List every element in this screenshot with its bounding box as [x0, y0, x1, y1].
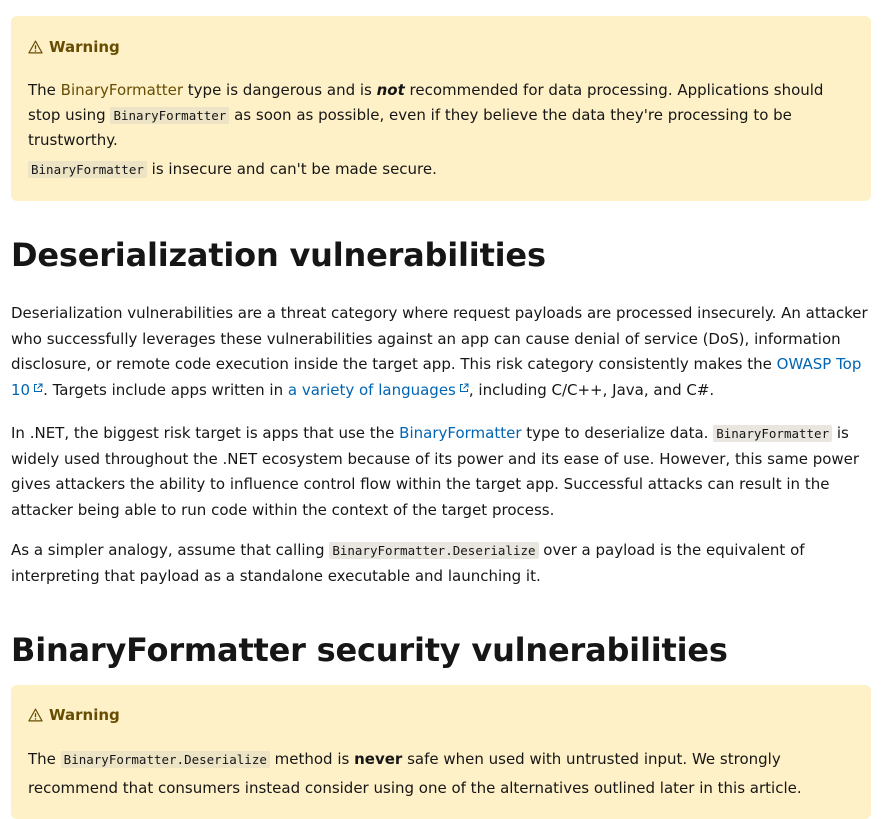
inline-code: BinaryFormatter — [28, 161, 147, 178]
section-heading-deserialization: Deserialization vulnerabilities — [11, 236, 546, 274]
link-text: a variety of languages — [287, 380, 456, 399]
warning-icon — [28, 708, 43, 722]
warning-icon — [28, 40, 43, 54]
text-span: is widely used throughout the .NET ecosystem because of its power and its ease of use. However, this same power gives attackers the ability to influence control flow within the target app. Successful attacks can result in the attacker being able to run code within the context of the target process. — [11, 424, 860, 519]
text-span: . Targets include apps written in — [43, 380, 288, 399]
variety-of-languages-link[interactable] — [288, 381, 469, 399]
link-text: OWASP Top 10 — [11, 355, 862, 399]
text-span: Deserialization vulnerabilities are a threat category where request payloads are processed insecurely. An attacker who successfully leverages these vulnerabilities against an app can cause denial of service (DoS), information disclosure, or remote code execution inside the target app. This risk category consistently makes the — [11, 304, 868, 373]
binaryformatter-term: BinaryFormatter — [60, 81, 184, 99]
warning-paragraph — [28, 78, 854, 153]
section-heading-binaryformatter-security: BinaryFormatter security vulnerabilities — [11, 631, 728, 669]
paragraph-deserialization-intro — [11, 301, 871, 403]
text-span: method is — [269, 750, 355, 768]
inline-code: BinaryFormatter — [110, 107, 229, 124]
text-span: The — [28, 750, 61, 768]
external-link-icon — [33, 383, 43, 393]
emphasis-never: never — [354, 750, 403, 768]
warning-alert — [11, 16, 871, 201]
inline-code: BinaryFormatter.Deserialize — [61, 751, 270, 768]
warning-paragraph — [28, 745, 854, 802]
warning-body — [28, 78, 854, 182]
warning-title-text: Warning — [49, 706, 120, 724]
paragraph-analogy — [11, 538, 871, 589]
text-span: type to deserialize data. — [521, 424, 714, 442]
binaryformatter-link[interactable]: BinaryFormatter — [399, 424, 522, 442]
paragraph-dotnet-risk — [11, 421, 871, 523]
text-span: , including C/C++, Java, and C#. — [468, 380, 715, 399]
text-span: recommended for data processing. Applications should stop using — [28, 81, 824, 124]
warning-paragraph — [28, 157, 854, 182]
text-span: As a simpler analogy, assume that calling — [11, 541, 330, 559]
external-link-icon — [459, 383, 469, 393]
text-span: In .NET, the biggest risk target is apps that use the — [11, 424, 400, 442]
text-span: over a payload is the equivalent of interpreting that payload as a standalone executable and launching it. — [11, 541, 805, 585]
inline-code: BinaryFormatter — [713, 425, 832, 442]
emphasis-not: not — [376, 81, 405, 99]
text-span: is insecure and can't be made secure. — [146, 160, 437, 178]
text-span: type is dangerous and is — [183, 81, 377, 99]
text-span: as soon as possible, even if they believe the data they're processing to be trustworthy. — [28, 106, 792, 149]
warning-title-text: Warning — [49, 38, 120, 56]
text-span: The — [28, 81, 61, 99]
warning-title — [28, 705, 854, 725]
warning-alert — [11, 685, 871, 819]
warning-body — [28, 745, 854, 802]
warning-title — [28, 37, 854, 57]
article-content — [11, 16, 871, 819]
text-span: safe when used with untrusted input. We strongly recommend that consumers instead consider using one of the alternatives outlined later in this article. — [28, 750, 802, 797]
inline-code: BinaryFormatter.Deserialize — [329, 542, 538, 559]
